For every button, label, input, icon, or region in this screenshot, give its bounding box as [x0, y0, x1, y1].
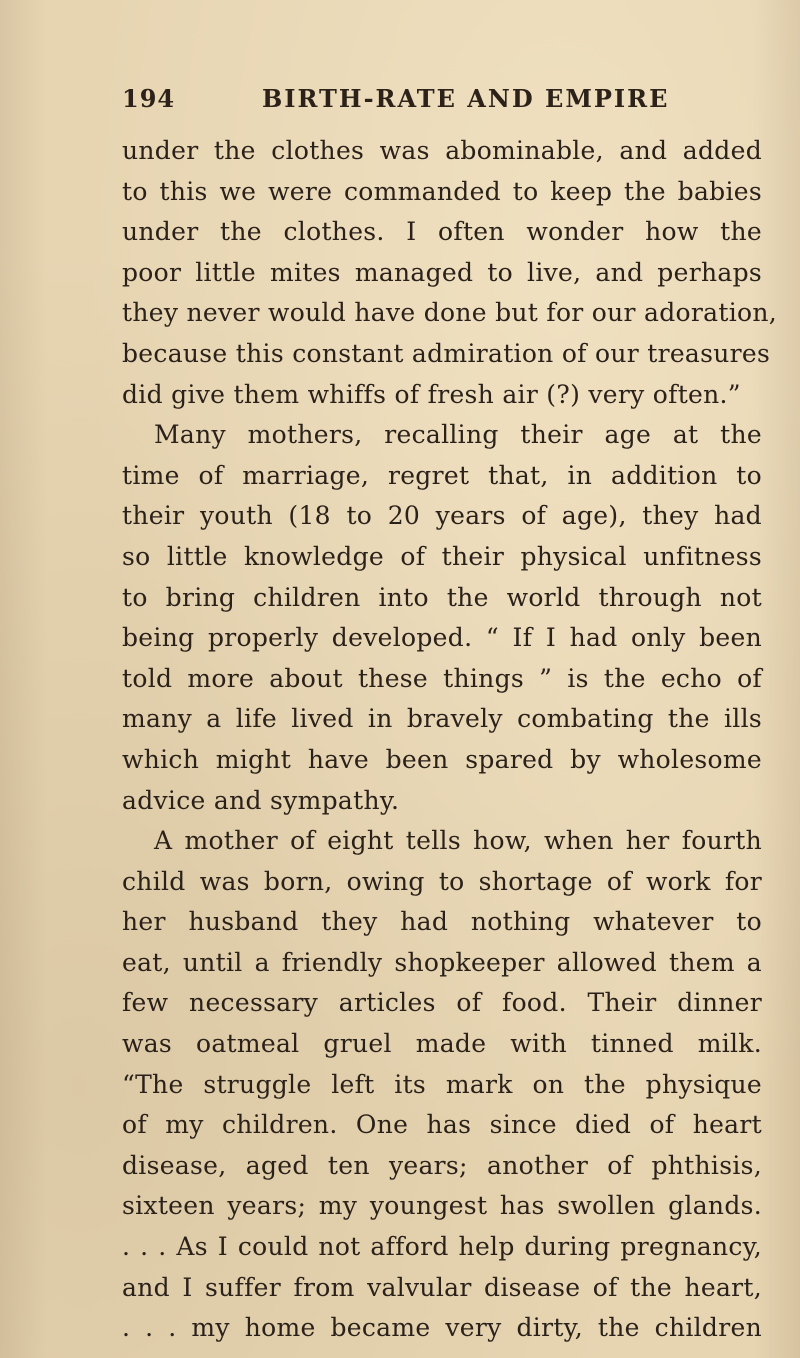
- text-line: to this we were commanded to keep the babies: [122, 176, 762, 206]
- text-line: was oatmeal gruel made with tinned milk.: [122, 1029, 762, 1059]
- text-line: “The struggle left its mark on the physique: [122, 1069, 762, 1099]
- text-line: told more about these things ” is the echo of: [122, 663, 762, 693]
- running-head-title: BIRTH-RATE AND EMPIRE: [262, 84, 670, 113]
- text-line: their youth (18 to 20 years of age), they had: [122, 501, 762, 531]
- text-line: disease, aged ten years; another of phthisis,: [122, 1150, 762, 1180]
- running-head: [122, 84, 682, 124]
- text-line: so little knowledge of their physical unfitness: [122, 541, 762, 571]
- text-line: . . . my home became very dirty, the children: [122, 1313, 762, 1343]
- text-line: to bring children into the world through not: [122, 582, 762, 612]
- text-line: her husband they had nothing whatever to: [122, 907, 762, 937]
- text-line: sixteen years; my youngest has swollen glands.: [122, 1191, 762, 1221]
- text-line: Many mothers, recalling their age at the: [154, 420, 762, 450]
- text-line: under the clothes was abominable, and added: [122, 136, 762, 165]
- page-number: 194: [122, 84, 176, 113]
- text-line: poor little mites managed to live, and perhaps: [122, 257, 762, 287]
- text-line: few necessary articles of food. Their dinner: [122, 988, 762, 1018]
- text-line: . . . As I could not afford help during pregnancy,: [122, 1232, 762, 1262]
- body-text: [122, 131, 777, 1349]
- text-line: they never would have done but for our adoration,: [122, 298, 777, 328]
- text-line: which might have been spared by wholesome: [122, 744, 762, 774]
- text-line: eat, until a friendly shopkeeper allowed them a: [122, 947, 762, 977]
- text-line: child was born, owing to shortage of work for: [122, 866, 762, 896]
- text-line: because this constant admiration of our treasures: [122, 338, 771, 368]
- text-line: under the clothes. I often wonder how the: [122, 217, 762, 247]
- text-line: being properly developed. “ If I had only been: [122, 623, 762, 653]
- text-line: many a life lived in bravely combating the ills: [122, 704, 762, 734]
- text-line: did give them whiffs of fresh air (?) very often.”: [122, 379, 741, 409]
- text-line: A mother of eight tells how, when her fourth: [154, 826, 762, 856]
- text-line: advice and sympathy.: [122, 785, 400, 815]
- text-line: of my children. One has since died of heart: [122, 1110, 762, 1140]
- text-line: and I suffer from valvular disease of the heart,: [122, 1272, 762, 1302]
- text-line: time of marriage, regret that, in addition to: [122, 460, 762, 490]
